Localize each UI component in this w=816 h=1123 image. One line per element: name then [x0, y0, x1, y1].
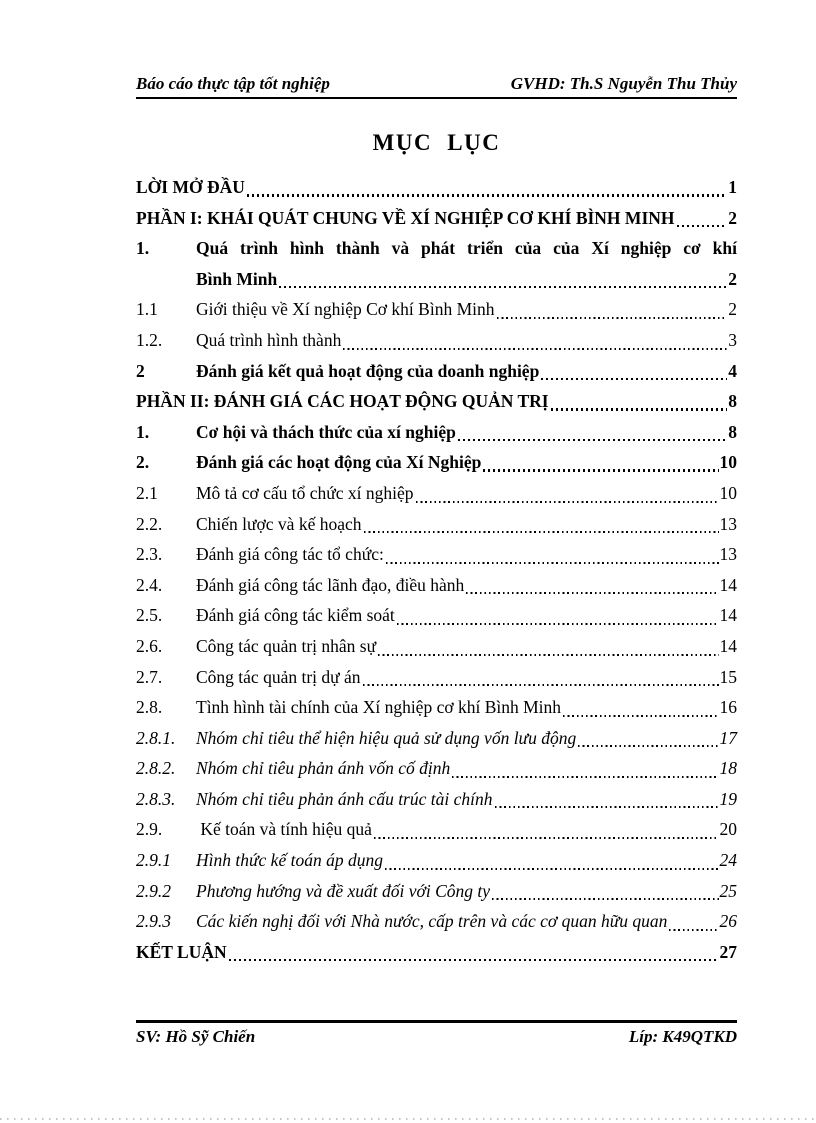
toc-leader-dots	[563, 715, 718, 717]
toc-entry-page: 2	[728, 299, 737, 320]
toc-entry-label: PHẦN I: KHÁI QUÁT CHUNG VỀ XÍ NGHIỆP CƠ KHÍ BÌNH MINH	[136, 207, 675, 228]
toc-leader-dots	[492, 898, 718, 900]
toc-leader-dots	[385, 868, 719, 870]
toc-leader-dots	[551, 408, 728, 411]
toc-entry-label: Hình thức kế toán áp dụng	[196, 850, 383, 871]
toc-entry-label: Bình Minh	[196, 268, 278, 289]
toc-entry-number: 1.2.	[136, 329, 163, 350]
toc-entry[interactable]	[136, 172, 737, 203]
toc-entry-label: Chiến lược và kế hoạch	[196, 513, 362, 534]
toc-leader-dots	[669, 929, 718, 931]
header-supervisor: GVHD: Th.S Nguyễn Thu Thủy	[510, 74, 737, 93]
toc-entry-label: Quá trình hình thành và phát triển của của Xí nghiệp cơ khí	[196, 238, 737, 259]
toc-leader-dots	[247, 194, 727, 197]
toc-entry-label: Tình hình tài chính của Xí nghiệp cơ khí Bình Minh	[196, 697, 562, 718]
toc-entry-number: 2.9.2	[136, 880, 171, 901]
toc-entry-page: 10	[719, 482, 737, 503]
toc-entry[interactable]	[136, 662, 737, 693]
toc-entry[interactable]	[136, 692, 737, 723]
toc-leader-dots	[578, 745, 718, 747]
toc-entry-number: 2.9.	[136, 819, 163, 840]
toc-entry-number: 2.5.	[136, 605, 163, 626]
toc-entry-label: Đánh giá công tác tổ chức:	[196, 544, 384, 565]
toc-entry[interactable]	[136, 417, 737, 448]
toc-list	[136, 172, 737, 967]
toc-entry-number: 1.	[136, 238, 150, 259]
toc-entry-number: 1.	[136, 421, 150, 442]
toc-entry[interactable]	[136, 814, 737, 845]
toc-entry[interactable]	[136, 845, 737, 876]
toc-entry-label: Công tác quản trị dự án	[196, 666, 361, 687]
toc-entry-page: 15	[719, 666, 737, 687]
toc-entry-page: 8	[728, 421, 737, 442]
toc-entry-number: 2.4.	[136, 574, 163, 595]
toc-entry-number: 2.1	[136, 482, 158, 503]
toc-entry-label: Đánh giá công tác kiểm soát	[196, 605, 395, 626]
toc-entry-label: LỜI MỞ ĐẦU	[136, 177, 245, 197]
toc-entry-number: 2.6.	[136, 635, 163, 656]
toc-entry-page: 4	[728, 360, 737, 381]
toc-entry-label: Mô tả cơ cấu tổ chức xí nghiệp	[196, 482, 414, 503]
toc-entry-page: 2	[728, 268, 737, 289]
page-footer	[136, 1020, 737, 1047]
toc-entry-number: 2.2.	[136, 513, 163, 534]
toc-entry[interactable]	[136, 447, 737, 478]
toc-entry-label: KẾT LUẬN	[136, 941, 227, 962]
toc-entry-number: 2.8.2.	[136, 758, 176, 779]
toc-leader-dots	[229, 959, 719, 962]
toc-entry-label: Nhóm chỉ tiêu phản ánh vốn cố định	[196, 758, 451, 779]
toc-entry-page: 1	[728, 177, 737, 197]
toc-entry[interactable]	[136, 906, 737, 937]
toc-entry-label: Nhóm chỉ tiêu phản ánh cấu trúc tài chính	[196, 788, 493, 809]
toc-entry-number: 2.8.	[136, 697, 163, 718]
toc-entry-number: 2.	[136, 452, 150, 473]
toc-entry-page: 13	[719, 513, 737, 534]
toc-entry-number: 2.8.1.	[136, 727, 176, 748]
toc-leader-dots	[364, 531, 719, 533]
toc-entry-page: 16	[719, 697, 737, 718]
toc-entry-label: Đánh giá kết quả hoạt động của doanh nghiệp	[196, 360, 540, 381]
toc-entry-label: Nhóm chỉ tiêu thể hiện hiệu quả sử dụng vốn lưu động	[196, 727, 577, 748]
toc-entry-number: 2.7.	[136, 666, 163, 687]
toc-leader-dots	[343, 348, 727, 350]
toc-leader-dots	[279, 286, 727, 289]
toc-entry-page: 14	[719, 605, 737, 626]
toc-entry[interactable]	[136, 478, 737, 509]
toc-leader-dots	[495, 806, 719, 808]
toc-entry-page: 8	[728, 391, 737, 412]
toc-entry[interactable]	[136, 753, 737, 784]
toc-leader-dots	[416, 501, 719, 503]
toc-entry[interactable]	[136, 539, 737, 570]
toc-entry-page: 14	[719, 635, 737, 656]
toc-entry-page: 3	[728, 329, 737, 350]
toc-entry[interactable]	[136, 203, 737, 234]
toc-entry[interactable]	[136, 937, 737, 968]
toc-leader-dots	[541, 378, 727, 381]
toc-entry-page: 17	[719, 727, 737, 748]
toc-entry-page: 14	[719, 574, 737, 595]
toc-entry-label: Cơ hội và thách thức của xí nghiệp	[196, 421, 456, 442]
toc-leader-dots	[677, 225, 728, 228]
toc-entry-number: 2.8.3.	[136, 788, 176, 809]
toc-entry-label: Đánh giá các hoạt động của Xí Nghiệp	[196, 452, 482, 473]
toc-entry-label: Các kiến nghị đối với Nhà nước, cấp trên và các cơ quan hữu quan	[196, 911, 668, 932]
toc-entry-number: 2.9.1	[136, 850, 171, 871]
toc-entry[interactable]	[136, 294, 737, 325]
toc-leader-dots	[452, 776, 718, 778]
toc-entry[interactable]	[136, 356, 737, 387]
toc-entry-label: Kế toán và tính hiệu quả	[196, 819, 372, 840]
toc-entry-label: Phương hướng và đề xuất đối với Công ty	[196, 880, 491, 901]
toc-entry-page: 25	[719, 880, 737, 901]
toc-leader-dots	[363, 684, 719, 686]
toc-entry-page: 2	[728, 207, 737, 228]
toc-leader-dots	[397, 623, 719, 625]
footer-class: Líp: K49QTKD	[628, 1027, 737, 1046]
toc-entry-page: 19	[719, 788, 737, 809]
toc-entry-page: 18	[719, 758, 737, 779]
toc-entry[interactable]	[136, 876, 737, 907]
toc-entry-label: Quá trình hình thành	[196, 329, 342, 350]
toc-entry[interactable]	[136, 600, 737, 631]
toc-leader-dots	[374, 837, 719, 839]
toc-entry-label: Giới thiệu về Xí nghiệp Cơ khí Bình Minh	[196, 299, 495, 320]
header-report-title: Báo cáo thực tập tốt nghiệp	[136, 74, 330, 93]
toc-entry[interactable]	[136, 631, 737, 662]
toc-entry-page: 24	[719, 850, 737, 871]
toc-entry-label: PHẦN II: ĐÁNH GIÁ CÁC HOẠT ĐỘNG QUẢN TRỊ	[136, 391, 549, 412]
toc-entry-number: 2	[136, 360, 145, 381]
toc-leader-dots	[497, 317, 728, 319]
page-header	[136, 74, 737, 99]
toc-entry-page: 13	[719, 544, 737, 565]
toc-entry-continuation[interactable]	[136, 264, 737, 295]
toc-entry-page: 20	[719, 819, 737, 840]
toc-leader-dots	[378, 654, 718, 656]
toc-entry[interactable]	[136, 570, 737, 601]
toc-entry-number: 2.9.3	[136, 911, 171, 932]
toc-entry-number: 2.3.	[136, 544, 163, 565]
toc-entry[interactable]	[136, 325, 737, 356]
toc-entry[interactable]	[136, 386, 737, 417]
toc-entry-page: 10	[719, 452, 737, 473]
toc-entry-label: Đánh giá công tác lãnh đạo, điều hành	[196, 574, 465, 595]
toc-entry-label: Công tác quản trị nhân sự	[196, 635, 377, 656]
toc-leader-dots	[386, 562, 719, 564]
toc-leader-dots	[458, 439, 727, 442]
toc-entry-number: 1.1	[136, 299, 158, 320]
toc-entry[interactable]	[136, 509, 737, 540]
toc-entry-page: 26	[719, 911, 737, 932]
footer-student-name: SV: Hồ Sỹ Chiến	[136, 1027, 256, 1046]
toc-entry-page: 27	[719, 941, 737, 962]
page-edge-dotted-line	[0, 1118, 816, 1120]
toc-leader-dots	[466, 592, 718, 594]
toc-entry[interactable]	[136, 784, 737, 815]
toc-entry[interactable]	[136, 723, 737, 754]
page-title: MỤC LỤC	[372, 130, 501, 155]
toc-leader-dots	[483, 469, 718, 472]
toc-entry[interactable]	[136, 233, 737, 264]
